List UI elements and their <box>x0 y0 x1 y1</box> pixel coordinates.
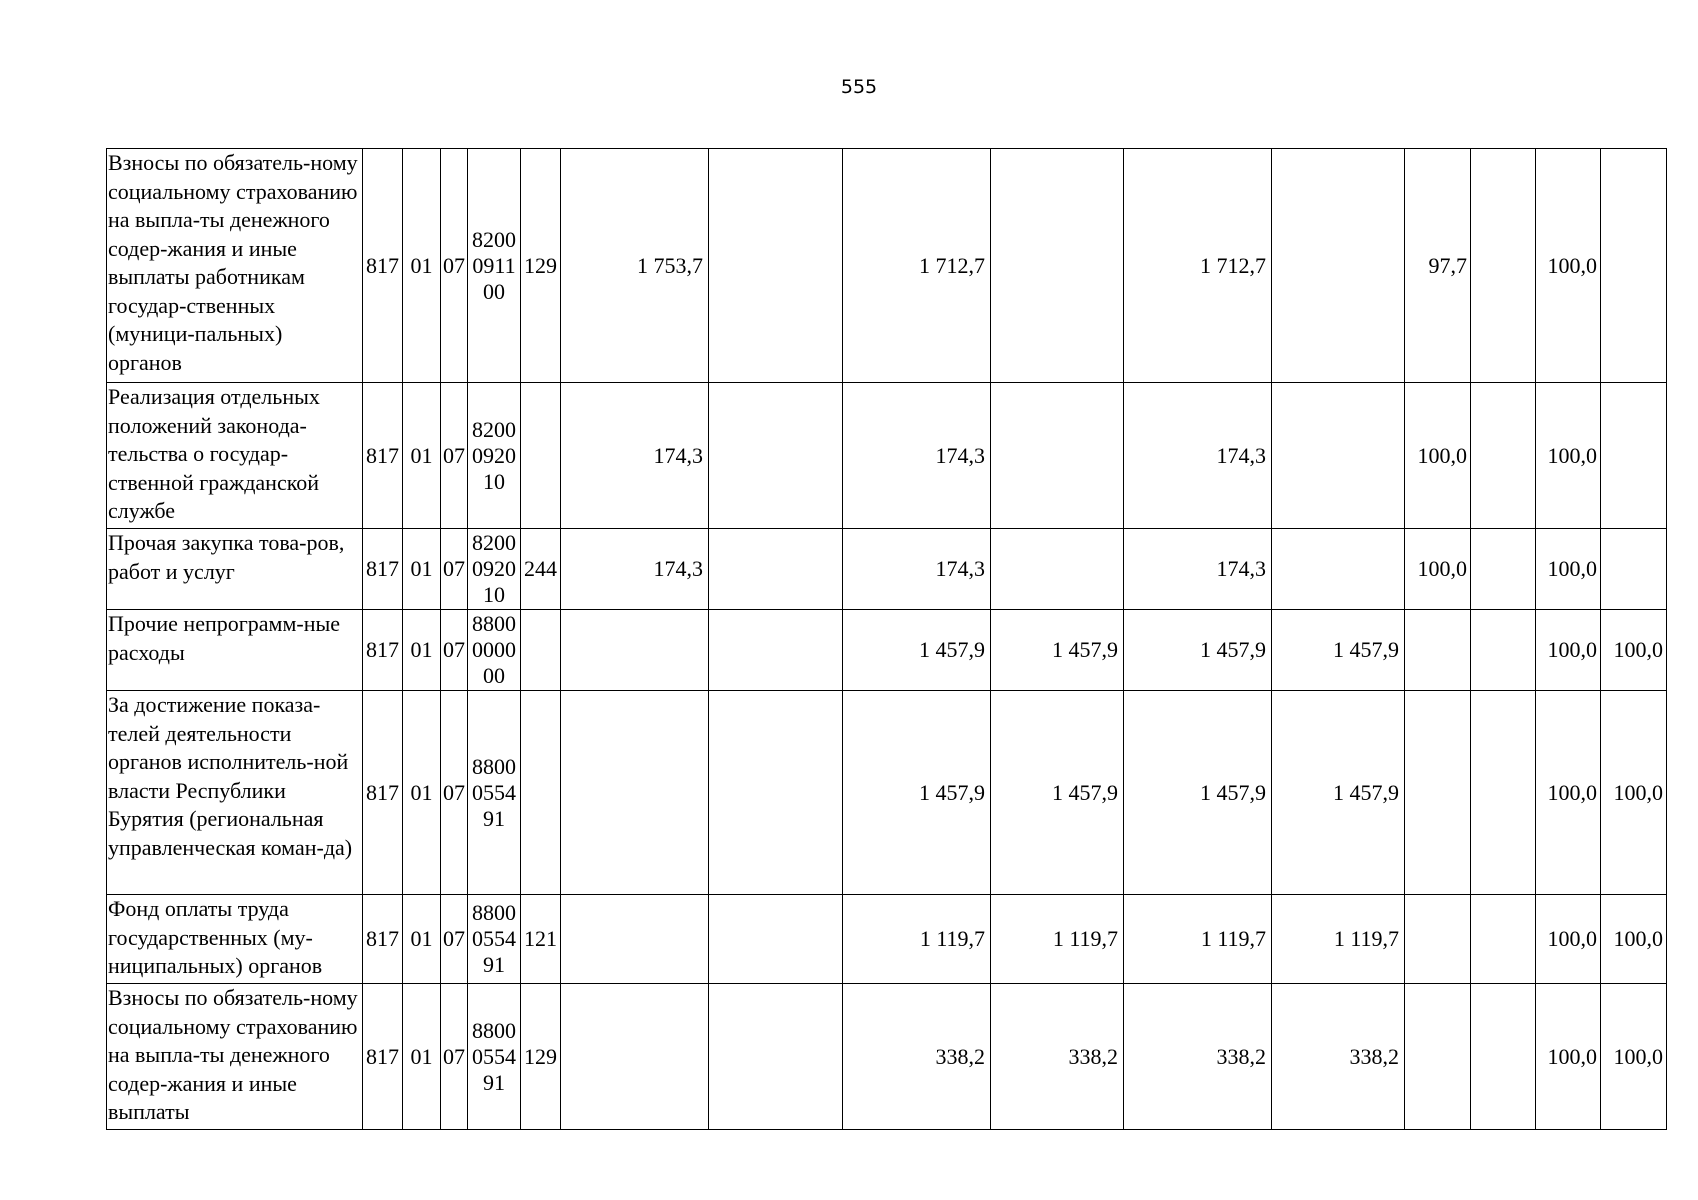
percent-share: 100,0 <box>1536 149 1601 383</box>
plan-federal-amount <box>709 610 843 691</box>
percent-execution-federal <box>1471 691 1536 895</box>
percent-share-federal <box>1601 149 1667 383</box>
executed-federal-amount <box>1272 529 1405 610</box>
executed-federal-amount: 1 119,7 <box>1272 895 1405 984</box>
csr-part: 8200 <box>472 416 516 442</box>
target-article-code <box>468 691 521 895</box>
csr-part: 00 <box>483 278 505 304</box>
grbs-code: 817 <box>363 895 403 984</box>
executed-federal-amount <box>1272 149 1405 383</box>
plan-amount: 1 753,7 <box>561 149 709 383</box>
actual-federal-amount <box>991 149 1124 383</box>
csr-part: 8800 <box>472 753 516 779</box>
target-article-code <box>468 529 521 610</box>
csr-part: 0554 <box>472 1043 516 1069</box>
percent-share: 100,0 <box>1536 383 1601 529</box>
target-article-code <box>468 383 521 529</box>
plan-federal-amount <box>709 984 843 1130</box>
row-name: Реализация отдельных положений законода-тельства о государ-ственной гражданской службе <box>107 383 363 529</box>
row-name: Прочие непрограмм-ные расходы <box>107 610 363 691</box>
csr-part: 8200 <box>472 530 516 555</box>
csr-part: 8200 <box>472 226 516 252</box>
actual-amount: 1 457,9 <box>843 610 991 691</box>
expense-type-code <box>521 383 561 529</box>
percent-execution-federal <box>1471 149 1536 383</box>
executed-amount: 338,2 <box>1124 984 1272 1130</box>
subsection-code: 07 <box>441 984 468 1130</box>
page-number: 555 <box>840 76 878 98</box>
row-name: Фонд оплаты труда государственных (му-ниципальных) органов <box>107 895 363 984</box>
table-row <box>107 149 1667 383</box>
subsection-code: 07 <box>441 895 468 984</box>
subsection-code: 07 <box>441 149 468 383</box>
plan-federal-amount <box>709 691 843 895</box>
table-row <box>107 895 1667 984</box>
percent-execution: 97,7 <box>1405 149 1471 383</box>
actual-amount: 1 712,7 <box>843 149 991 383</box>
percent-share-federal: 100,0 <box>1601 895 1667 984</box>
plan-federal-amount <box>709 895 843 984</box>
plan-amount: 174,3 <box>561 383 709 529</box>
percent-execution <box>1405 895 1471 984</box>
section-code: 01 <box>403 610 441 691</box>
actual-amount: 338,2 <box>843 984 991 1130</box>
csr-part: 10 <box>483 582 505 607</box>
executed-federal-amount: 338,2 <box>1272 984 1405 1130</box>
actual-amount: 1 457,9 <box>843 691 991 895</box>
csr-part: 8800 <box>472 1017 516 1043</box>
expense-type-code: 129 <box>521 149 561 383</box>
executed-amount: 174,3 <box>1124 383 1272 529</box>
table-body <box>107 149 1667 1130</box>
percent-share: 100,0 <box>1536 529 1601 610</box>
subsection-code: 07 <box>441 383 468 529</box>
percent-share-federal: 100,0 <box>1601 984 1667 1130</box>
budget-table <box>106 148 1667 1130</box>
csr-part: 8800 <box>472 900 516 925</box>
grbs-code: 817 <box>363 383 403 529</box>
grbs-code: 817 <box>363 984 403 1130</box>
section-code: 01 <box>403 984 441 1130</box>
percent-execution-federal <box>1471 383 1536 529</box>
csr-part: 0554 <box>472 926 516 951</box>
csr-part: 00 <box>483 663 505 688</box>
percent-share-federal <box>1601 383 1667 529</box>
percent-share: 100,0 <box>1536 691 1601 895</box>
section-code: 01 <box>403 895 441 984</box>
subsection-code: 07 <box>441 610 468 691</box>
percent-share-federal: 100,0 <box>1601 691 1667 895</box>
target-article-code <box>468 984 521 1130</box>
plan-federal-amount <box>709 529 843 610</box>
expense-type-code: 121 <box>521 895 561 984</box>
plan-federal-amount <box>709 149 843 383</box>
percent-share: 100,0 <box>1536 610 1601 691</box>
csr-part: 10 <box>483 468 505 494</box>
csr-part: 8800 <box>472 611 516 636</box>
percent-share-federal: 100,0 <box>1601 610 1667 691</box>
target-article-code <box>468 149 521 383</box>
table-row <box>107 610 1667 691</box>
table-row <box>107 984 1667 1130</box>
percent-execution-federal <box>1471 984 1536 1130</box>
grbs-code: 817 <box>363 529 403 610</box>
row-name: Прочая закупка това-ров, работ и услуг <box>107 529 363 610</box>
executed-federal-amount: 1 457,9 <box>1272 610 1405 691</box>
table-row <box>107 383 1667 529</box>
actual-amount: 1 119,7 <box>843 895 991 984</box>
actual-amount: 174,3 <box>843 529 991 610</box>
expense-type-code <box>521 691 561 895</box>
row-name: Взносы по обязатель-ному социальному страхованию на выпла-ты денежного содер-жания и иные выплаты работникам государ-ственных (муници-пальных) органов <box>107 149 363 383</box>
grbs-code: 817 <box>363 691 403 895</box>
plan-amount <box>561 895 709 984</box>
percent-execution-federal <box>1471 529 1536 610</box>
table-row <box>107 691 1667 895</box>
expense-type-code <box>521 610 561 691</box>
csr-part: 0000 <box>472 637 516 662</box>
executed-amount: 1 457,9 <box>1124 691 1272 895</box>
actual-federal-amount <box>991 529 1124 610</box>
expense-type-code: 244 <box>521 529 561 610</box>
csr-part: 91 <box>483 1069 505 1095</box>
row-name: Взносы по обязатель-ному социальному страхованию на выпла-ты денежного содер-жания и иные выплаты <box>107 984 363 1130</box>
percent-execution: 100,0 <box>1405 383 1471 529</box>
percent-execution <box>1405 691 1471 895</box>
expense-type-code: 129 <box>521 984 561 1130</box>
plan-amount <box>561 691 709 895</box>
section-code: 01 <box>403 529 441 610</box>
percent-share: 100,0 <box>1536 895 1601 984</box>
csr-part: 0911 <box>472 252 516 278</box>
actual-federal-amount: 1 457,9 <box>991 691 1124 895</box>
percent-execution: 100,0 <box>1405 529 1471 610</box>
plan-amount <box>561 984 709 1130</box>
plan-amount <box>561 610 709 691</box>
csr-part: 0920 <box>472 556 516 581</box>
target-article-code <box>468 895 521 984</box>
grbs-code: 817 <box>363 149 403 383</box>
executed-federal-amount <box>1272 383 1405 529</box>
section-code: 01 <box>403 691 441 895</box>
subsection-code: 07 <box>441 529 468 610</box>
percent-share: 100,0 <box>1536 984 1601 1130</box>
plan-federal-amount <box>709 383 843 529</box>
executed-amount: 1 457,9 <box>1124 610 1272 691</box>
csr-part: 91 <box>483 952 505 977</box>
executed-amount: 1 119,7 <box>1124 895 1272 984</box>
grbs-code: 817 <box>363 610 403 691</box>
subsection-code: 07 <box>441 691 468 895</box>
section-code: 01 <box>403 383 441 529</box>
row-name: За достижение показа-телей деятельности органов исполнитель-ной власти Республики Бурятия (региональная управленческая коман-да) <box>107 691 363 895</box>
actual-federal-amount: 1 457,9 <box>991 610 1124 691</box>
csr-part: 91 <box>483 805 505 831</box>
section-code: 01 <box>403 149 441 383</box>
percent-execution-federal <box>1471 610 1536 691</box>
actual-amount: 174,3 <box>843 383 991 529</box>
percent-share-federal <box>1601 529 1667 610</box>
csr-part: 0554 <box>472 779 516 805</box>
actual-federal-amount: 338,2 <box>991 984 1124 1130</box>
executed-amount: 174,3 <box>1124 529 1272 610</box>
percent-execution <box>1405 610 1471 691</box>
target-article-code <box>468 610 521 691</box>
plan-amount: 174,3 <box>561 529 709 610</box>
actual-federal-amount <box>991 383 1124 529</box>
table-row <box>107 529 1667 610</box>
actual-federal-amount: 1 119,7 <box>991 895 1124 984</box>
executed-amount: 1 712,7 <box>1124 149 1272 383</box>
percent-execution <box>1405 984 1471 1130</box>
percent-execution-federal <box>1471 895 1536 984</box>
executed-federal-amount: 1 457,9 <box>1272 691 1405 895</box>
csr-part: 0920 <box>472 442 516 468</box>
